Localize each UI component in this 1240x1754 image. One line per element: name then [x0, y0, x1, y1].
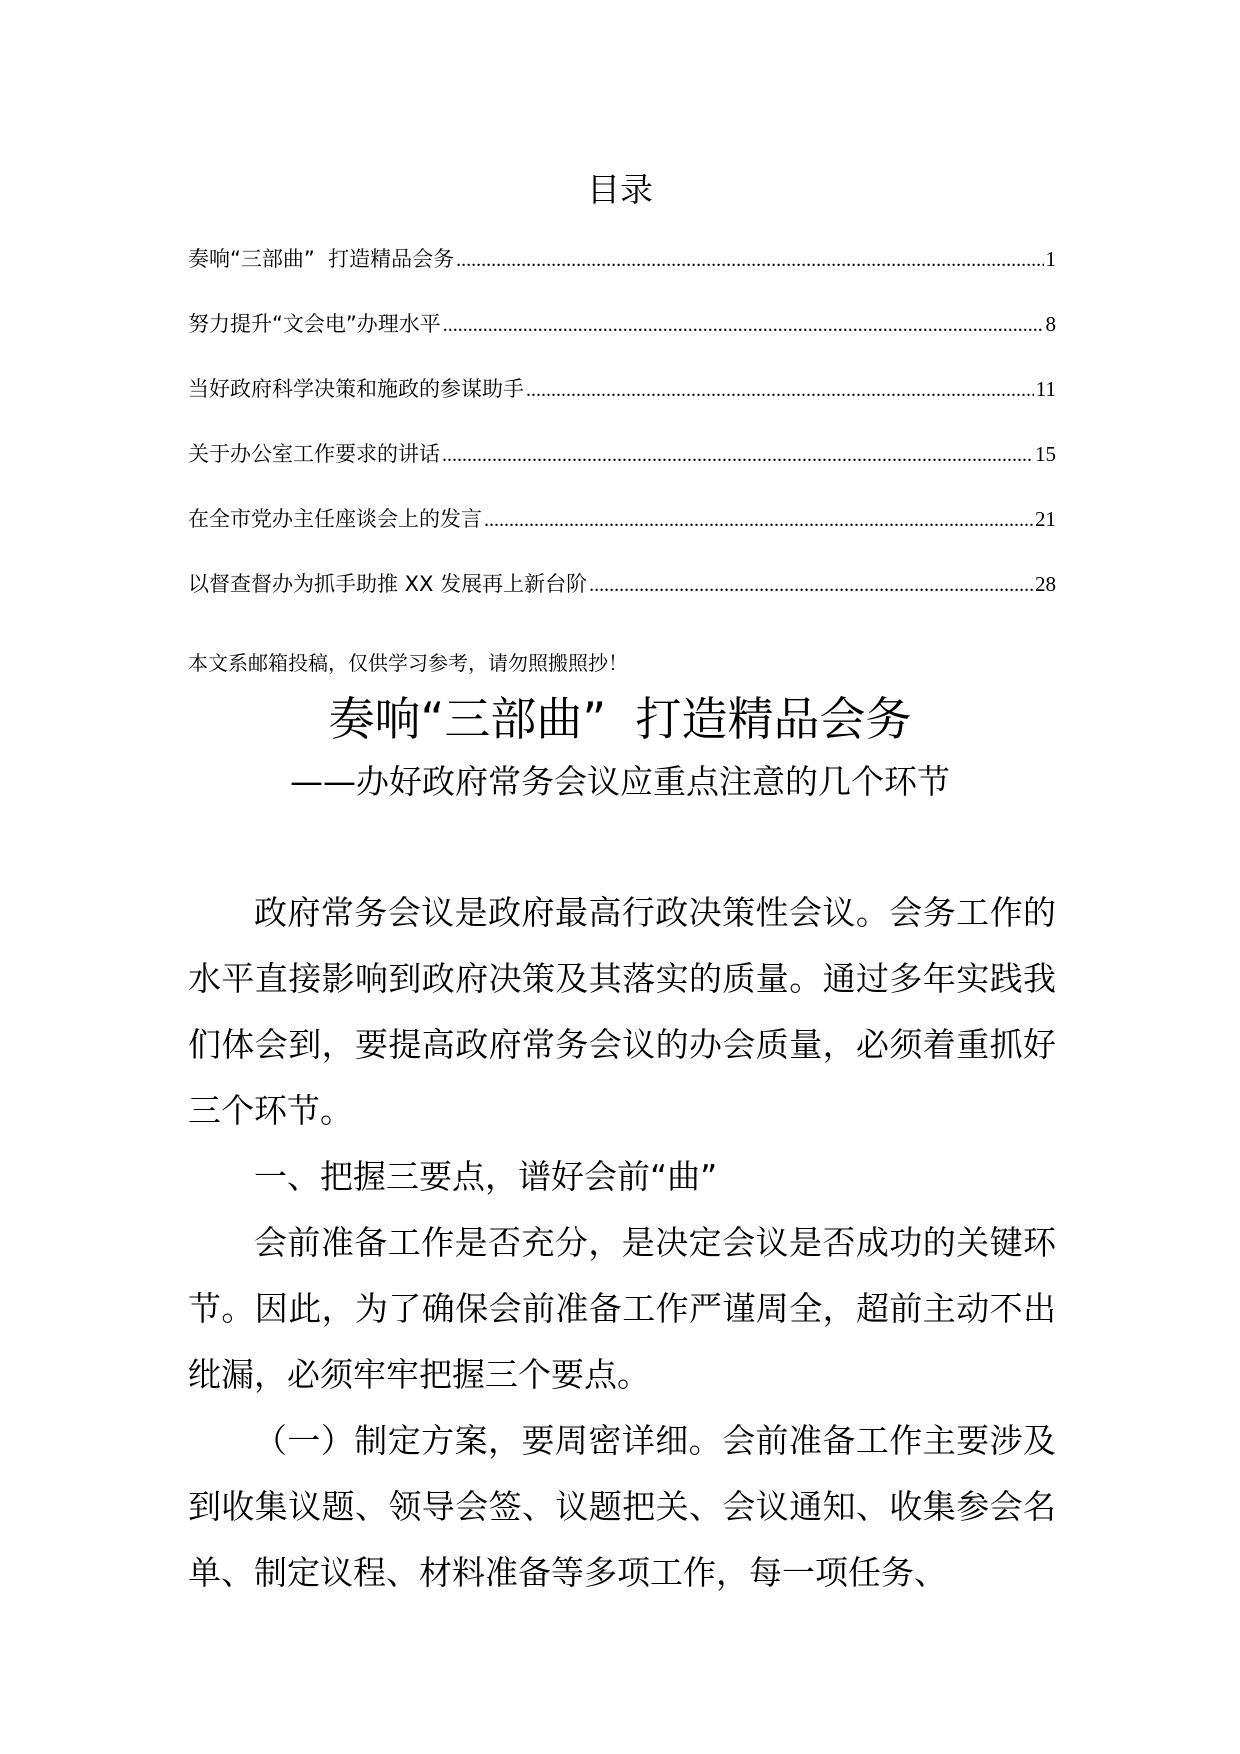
toc-item-label: 以督查督办为抓手助推 XX 发展再上新台阶	[188, 572, 588, 596]
paragraph: 政府常务会议是政府最高行政决策性会议。会务工作的水平直接影响到政府决策及其落实的质量。通过多年实践我们体会到，要提高政府常务会议的办会质量，必须着重抓好三个环节。	[188, 893, 1056, 1130]
toc-item[interactable]	[188, 504, 1056, 569]
table-of-contents	[188, 244, 1056, 634]
toc-leader-dots	[484, 505, 1033, 535]
article-subtitle: ——办好政府常务会议应重点注意的几个环节	[290, 762, 950, 801]
toc-leader-dots	[442, 440, 1033, 470]
toc-item[interactable]	[188, 569, 1056, 634]
toc-item-label: 努力提升“文会电”办理水平	[188, 312, 441, 336]
toc-item-page: 1	[1045, 247, 1056, 271]
toc-item[interactable]	[188, 309, 1056, 374]
toc-item[interactable]	[188, 374, 1056, 439]
toc-leader-dots	[443, 310, 1044, 340]
toc-item-label: 在全市党办主任座谈会上的发言	[188, 507, 482, 531]
toc-item-label: 关于办公室工作要求的讲话	[188, 442, 440, 466]
toc-title: 目录	[587, 170, 653, 209]
toc-item[interactable]	[188, 439, 1056, 504]
article-title: 奏响“三部曲” 打造精品会务	[328, 692, 912, 746]
section-heading: 一、把握三要点，谱好会前“曲”	[254, 1157, 718, 1196]
toc-leader-dots	[526, 375, 1034, 405]
toc-item[interactable]	[188, 244, 1056, 309]
toc-leader-dots	[589, 570, 1033, 600]
paragraph: （一）制定方案，要周密详细。会前准备工作主要涉及到收集议题、领导会签、议题把关、会议通知、收集参会名单、制定议程、材料准备等多项工作，每一项任务、	[188, 1421, 1056, 1592]
toc-item-page: 8	[1045, 312, 1056, 336]
disclaimer-notice: 本文系邮箱投稿，仅供学习参考，请勿照搬照抄！	[188, 651, 628, 675]
toc-item-page: 21	[1035, 507, 1056, 531]
toc-item-page: 28	[1035, 572, 1056, 596]
article-body	[188, 880, 1056, 1606]
toc-item-page: 11	[1035, 377, 1056, 401]
toc-item-label: 奏响“三部曲” 打造精品会务	[188, 247, 455, 271]
toc-leader-dots	[456, 245, 1043, 275]
toc-item-label: 当好政府科学决策和施政的参谋助手	[188, 377, 524, 401]
paragraph: 会前准备工作是否充分，是决定会议是否成功的关键环节。因此，为了确保会前准备工作严谨周全，超前主动不出纰漏，必须牢牢把握三个要点。	[188, 1223, 1056, 1394]
toc-item-page: 15	[1035, 442, 1056, 466]
